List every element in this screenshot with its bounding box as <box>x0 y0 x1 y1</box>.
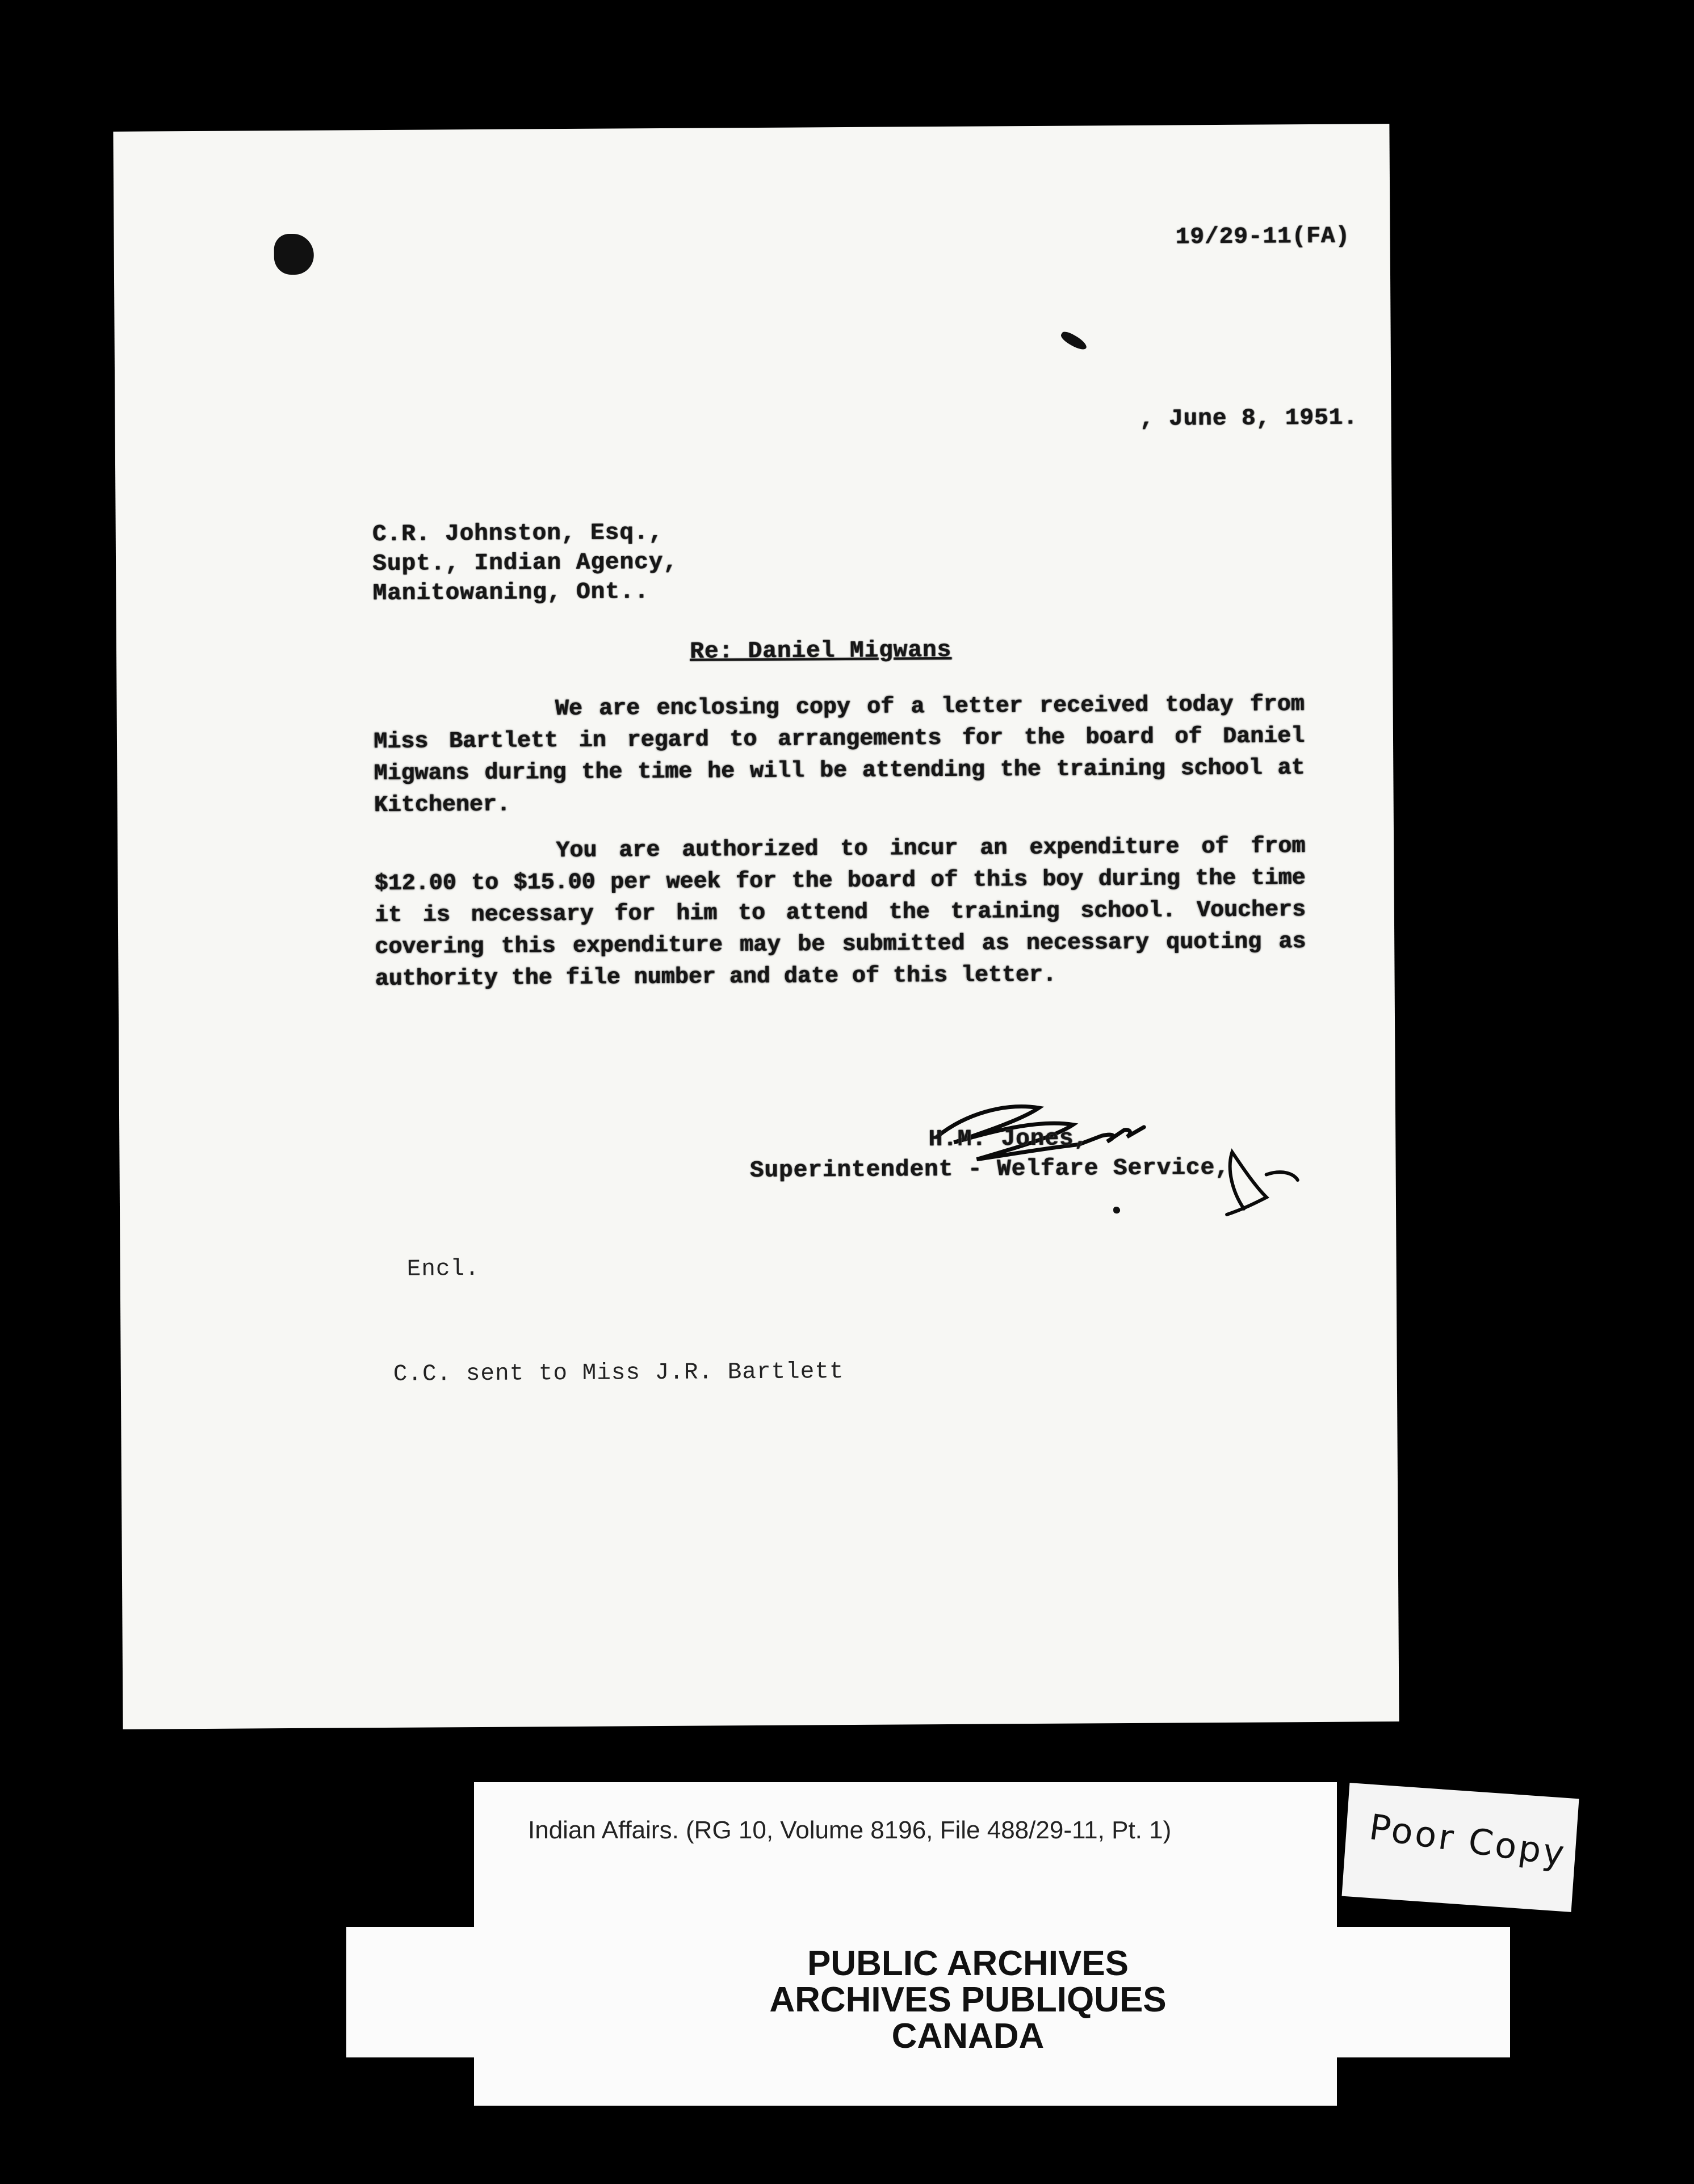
address-line: Manitowaning, Ont.. <box>372 579 649 607</box>
body-paragraph-2: You are authorized to incur an expenditure of from $12.00 to $15.00 per week for the board of this boy during the time it is necessary for him to attend the training school. Vouchers covering this expenditure may be submitted as necessary quoting as authority the file number and date of this letter. <box>374 834 1306 993</box>
file-reference: 19/29-11(FA) <box>1175 223 1350 251</box>
address-line: Supt., Indian Agency, <box>372 549 678 578</box>
signer-title: Superintendent - Welfare Service, <box>749 1154 1230 1185</box>
body-paragraph-1: We are enclosing copy of a letter received today from Miss Bartlett in regard to arrangements for the board of Daniel Migwans during the time he will be attending the training school at Kitchener. <box>373 692 1305 819</box>
address-line: C.R. Johnston, Esq., <box>372 519 663 548</box>
ink-smudge <box>1059 329 1089 352</box>
ink-blot <box>274 234 314 275</box>
archive-stamp: PUBLIC ARCHIVES ARCHIVES PUBLIQUES CANADA <box>769 1944 1167 2056</box>
enclosure-note: Encl. <box>406 1255 480 1283</box>
subject-line: Re: Daniel Migwans <box>689 637 952 665</box>
letter-page <box>113 124 1399 1729</box>
carbon-copy-note: C.C. sent to Miss J.R. Bartlett <box>393 1359 844 1388</box>
poor-copy-text: Poor Copy <box>1366 1805 1569 1875</box>
citation-text: Indian Affairs. (RG 10, Volume 8196, File 488/29-11, Pt. 1) <box>528 1816 1172 1844</box>
signer-name: H.M. Jones, <box>928 1125 1089 1153</box>
archive-label <box>474 1872 1337 2106</box>
poor-copy-note <box>1342 1783 1579 1912</box>
letter-date: , June 8, 1951. <box>1139 405 1358 432</box>
